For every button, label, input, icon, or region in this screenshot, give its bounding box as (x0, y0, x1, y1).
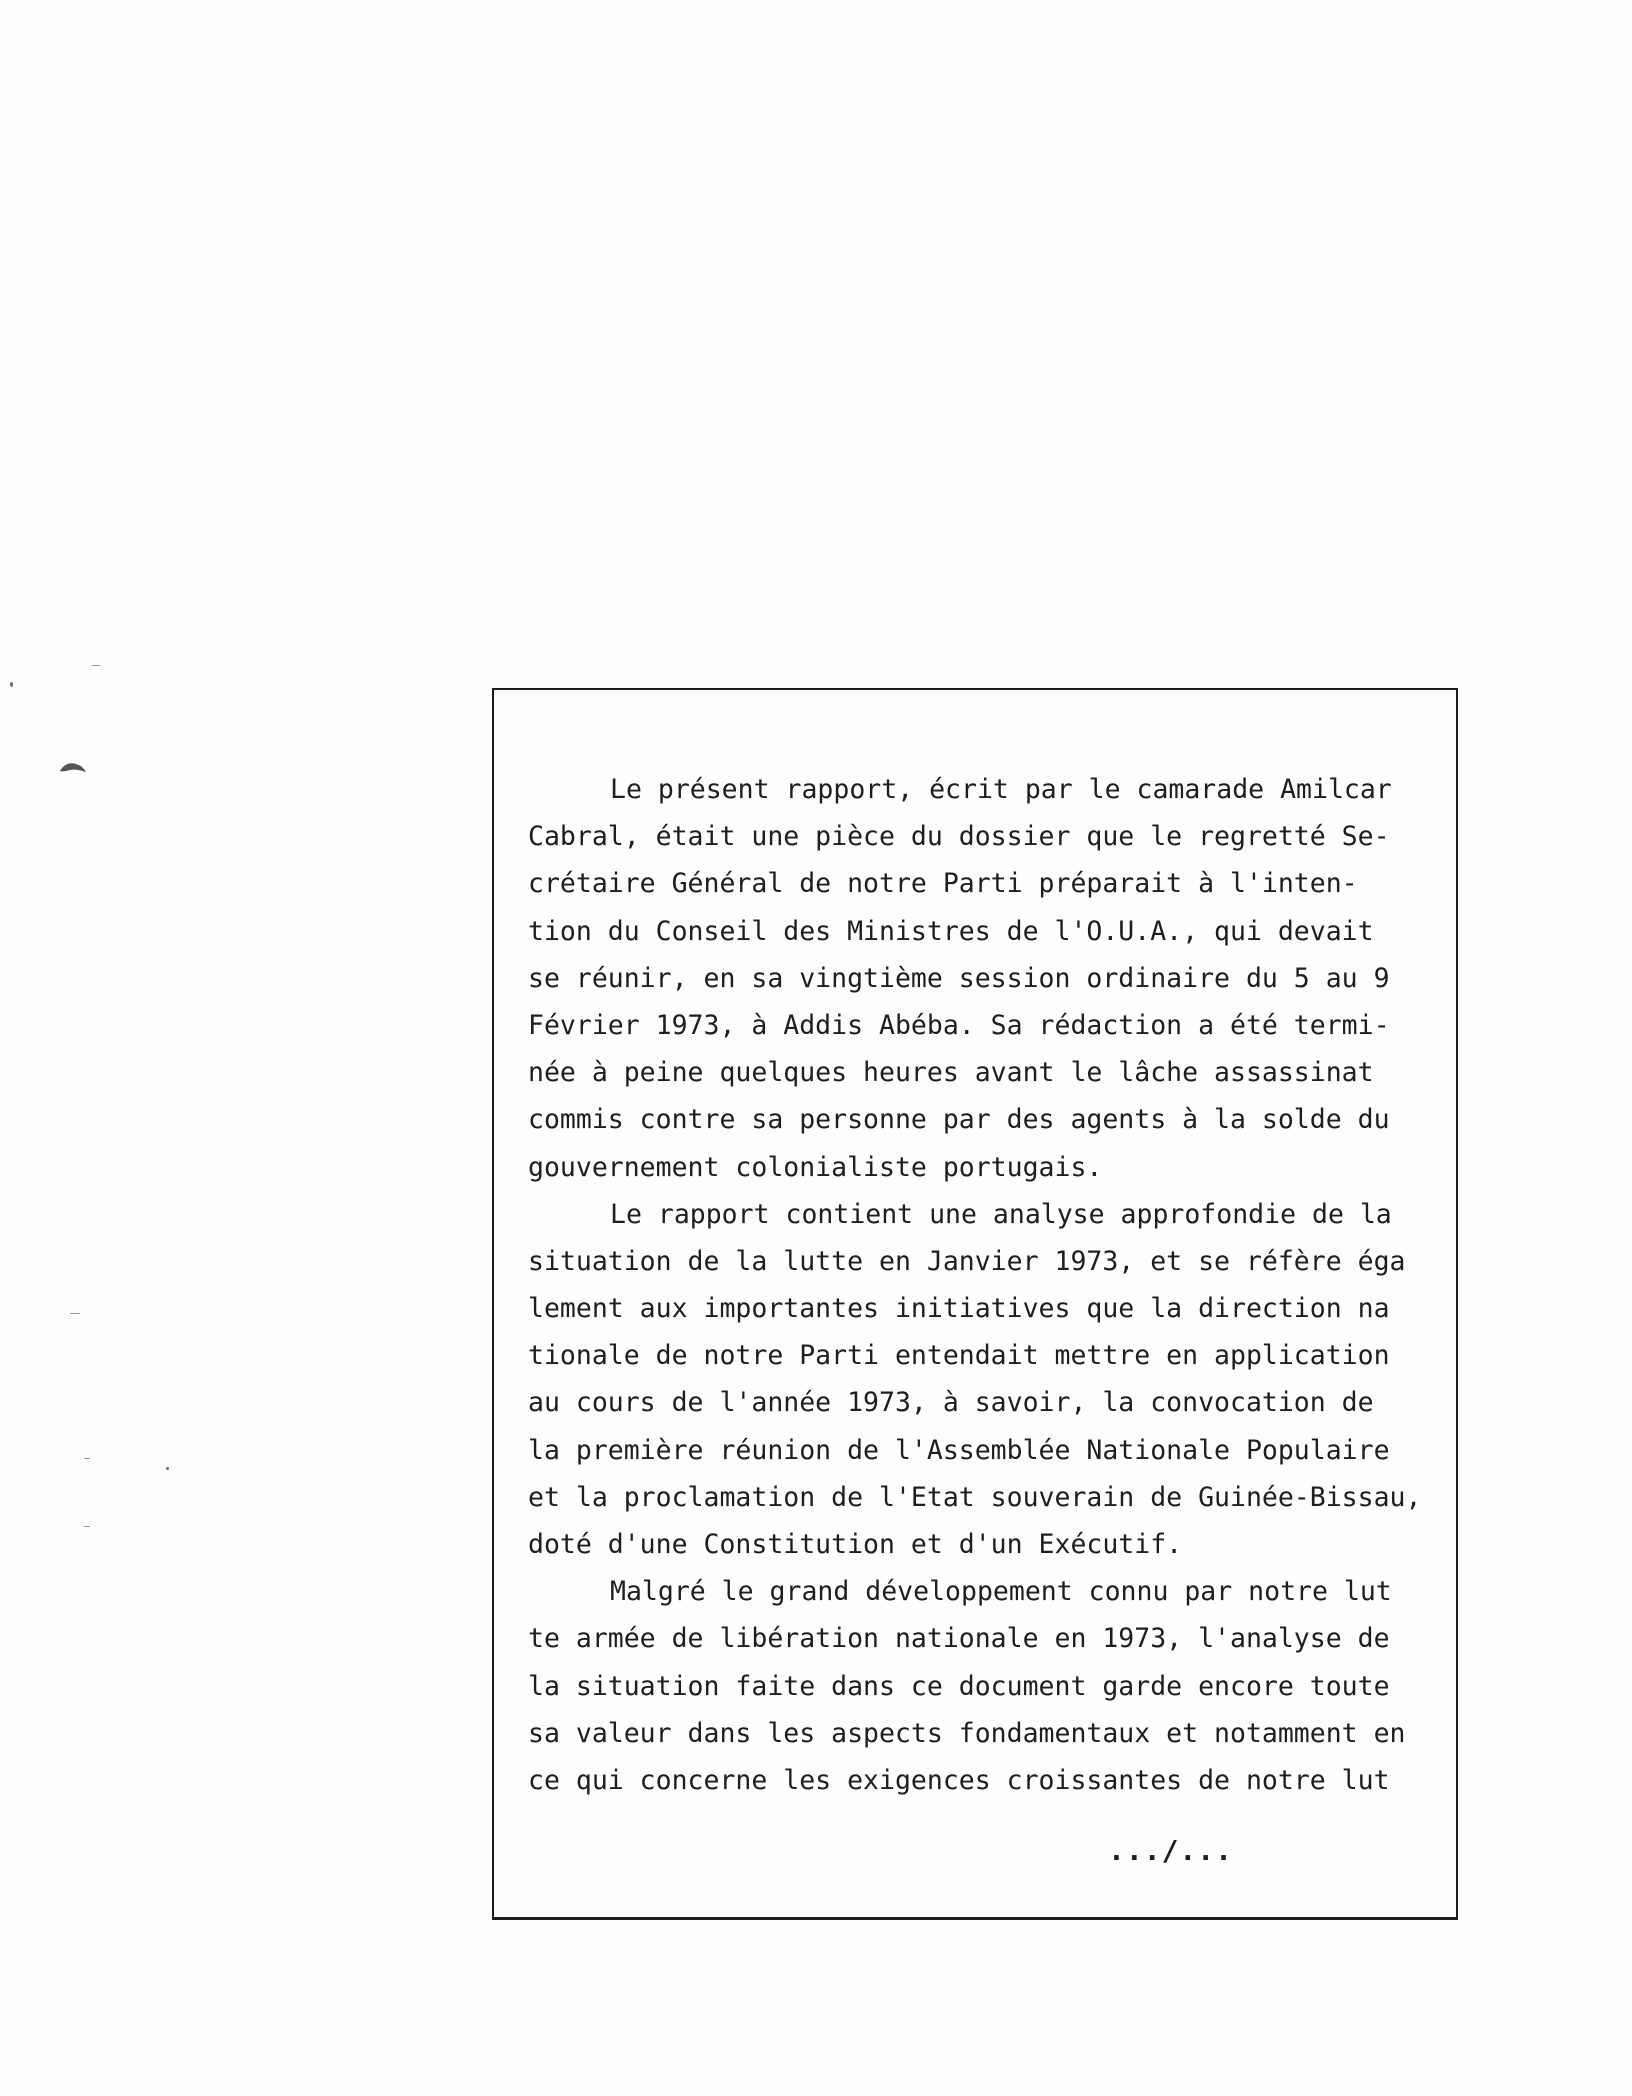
text-line: et la proclamation de l'Etat souverain de Guinée-Bissau, (528, 1481, 1422, 1513)
scan-speck (70, 1313, 80, 1314)
text-line: commis contre sa personne par des agents à la solde du (528, 1104, 1390, 1136)
note-body (528, 766, 1428, 1804)
paragraph-2 (528, 1191, 1428, 1569)
scan-speck (92, 665, 100, 666)
text-line: te armée de libération nationale en 1973, l'analyse de (528, 1623, 1390, 1655)
text-line: Février 1973, à Addis Abéba. Sa rédaction a été termi- (528, 1009, 1390, 1041)
text-line: lement aux importantes initiatives que la direction na (528, 1293, 1390, 1325)
ink-blot-icon (58, 760, 88, 774)
scan-speck (84, 1526, 90, 1527)
text-line: tion du Conseil des Ministres de l'O.U.A., qui devait (528, 915, 1374, 947)
text-line: Malgré le grand développement connu par notre lut (610, 1576, 1392, 1608)
text-line: situation de la lutte en Janvier 1973, et se réfère éga (528, 1245, 1406, 1277)
text-line: la situation faite dans ce document garde encore toute (528, 1670, 1390, 1702)
continuation-mark: .../... (1108, 1834, 1234, 1867)
text-line: née à peine quelques heures avant le lâche assassinat (528, 1057, 1374, 1089)
paragraph-3 (528, 1568, 1428, 1804)
text-line: ce qui concerne les exigences croissantes de notre lut (528, 1764, 1390, 1796)
text-line: crétaire Général de notre Parti préparait à l'inten- (528, 868, 1358, 900)
text-line: gouvernement colonialiste portugais. (528, 1151, 1103, 1183)
text-line: Cabral, était une pièce du dossier que le regretté Se- (528, 821, 1390, 853)
text-line: tionale de notre Parti entendait mettre en application (528, 1340, 1390, 1372)
text-line: se réunir, en sa vingtième session ordinaire du 5 au 9 (528, 962, 1390, 994)
scan-speck (10, 682, 13, 687)
text-line: la première réunion de l'Assemblée Nationale Populaire (528, 1434, 1390, 1466)
paragraph-1 (528, 766, 1428, 1191)
text-line: au cours de l'année 1973, à savoir, la convocation de (528, 1387, 1374, 1419)
text-line: Le rapport contient une analyse approfondie de la (610, 1198, 1392, 1230)
scan-speck (84, 1458, 90, 1459)
text-line: doté d'une Constitution et d'un Exécutif. (528, 1529, 1183, 1560)
text-line: Le présent rapport, écrit par le camarade Amilcar (610, 774, 1392, 805)
scan-speck (166, 1467, 169, 1470)
text-line: sa valeur dans les aspects fondamentaux et notamment en (528, 1717, 1406, 1749)
